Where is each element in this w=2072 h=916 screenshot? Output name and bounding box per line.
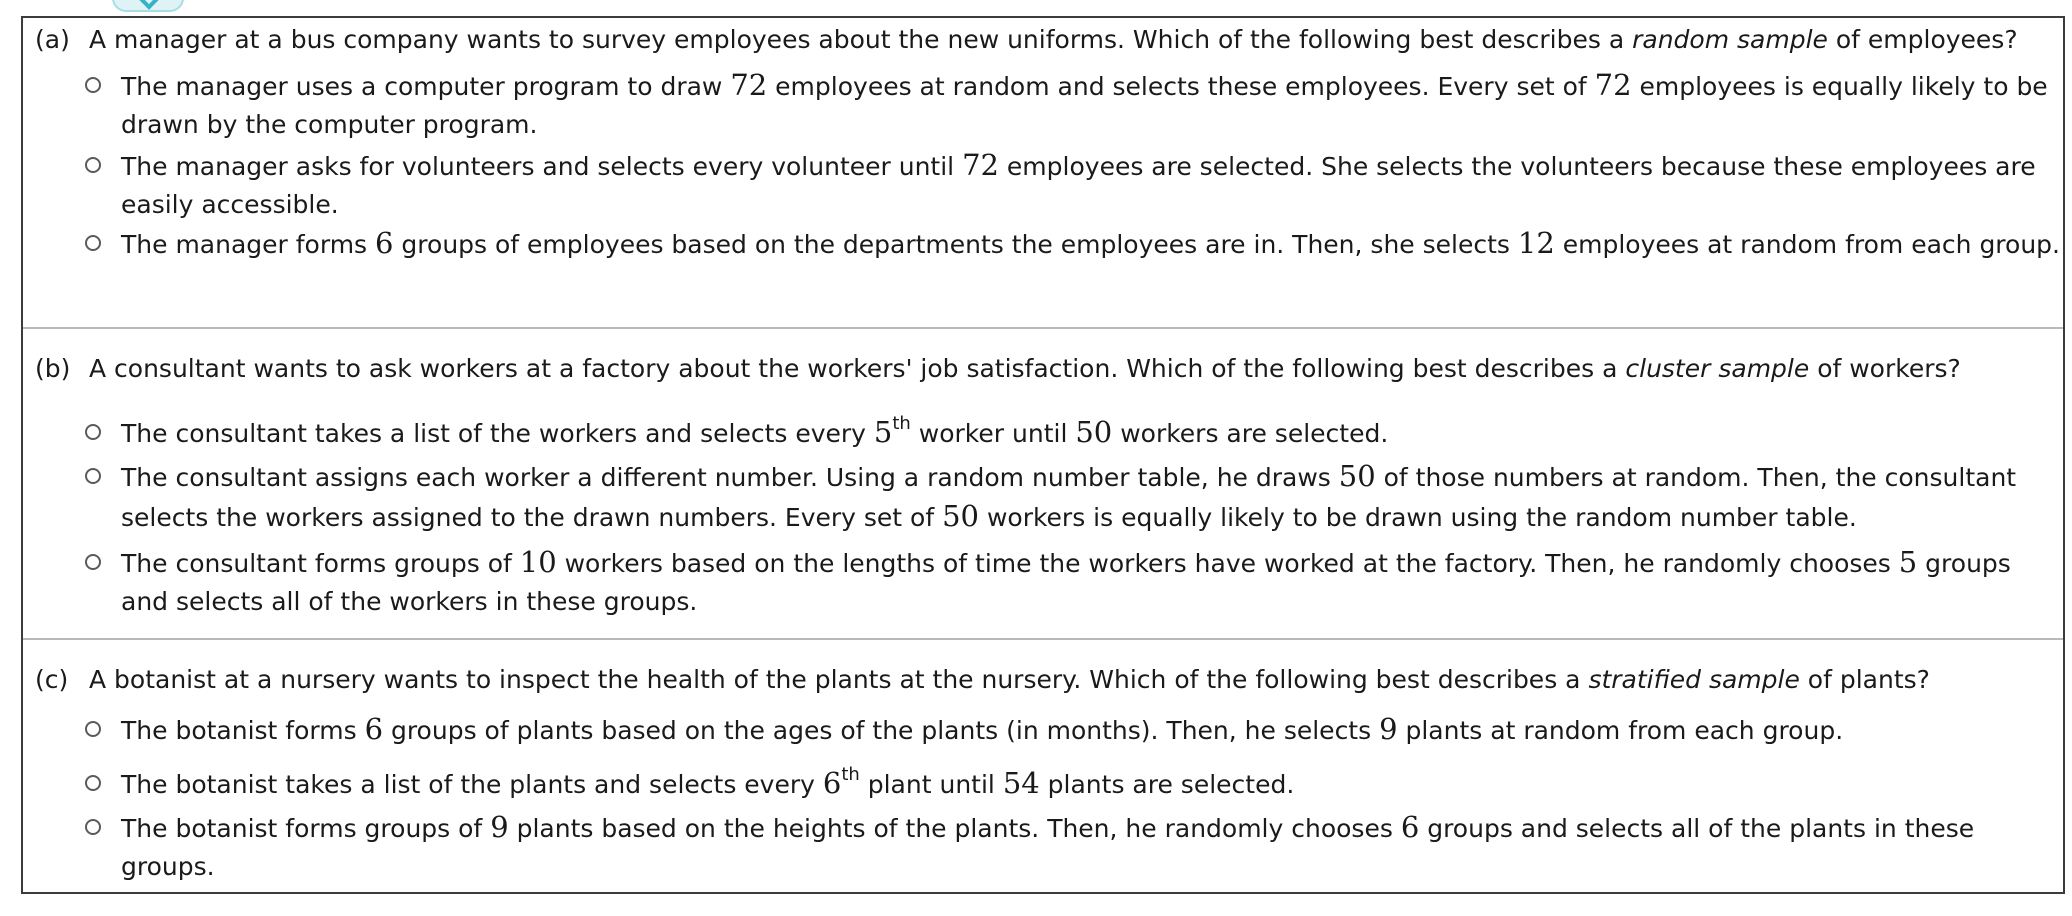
option-c2[interactable]	[85, 764, 2063, 804]
question-b-text-before: A consultant wants to ask workers at a factory about the workers' job satisfaction. Which of the following best describes a	[89, 354, 1626, 383]
option-a1-text: The manager uses a computer program to draw 72 employees at random and selects these employees. Every set of 72 employees is equally likely to be drawn by the computer program.	[121, 68, 2048, 139]
question-frame	[21, 16, 2065, 894]
question-c-text-before: A botanist at a nursery wants to inspect the health of the plants at the nursery. Which of the following best describes a	[89, 665, 1589, 694]
option-b1-text: The consultant takes a list of the workers and selects every 5th worker until 50 workers are selected.	[121, 412, 1389, 449]
radio-c2[interactable]	[85, 775, 101, 791]
option-a1[interactable]	[85, 66, 2063, 144]
option-a3-text: The manager forms 6 groups of employees based on the departments the employees are in. Then, she selects 12 employees at random from each group.	[121, 226, 2060, 260]
question-b-prompt	[35, 353, 1961, 385]
option-c1-text: The botanist forms 6 groups of plants based on the ages of the plants (in months). Then, he selects 9 plants at random from each group.	[121, 712, 1844, 746]
radio-b2[interactable]	[85, 468, 101, 484]
question-a	[23, 18, 2063, 329]
radio-c1[interactable]	[85, 721, 101, 737]
question-c-label: (c)	[35, 665, 69, 694]
question-c-prompt	[35, 664, 1930, 696]
option-b3-text: The consultant forms groups of 10 workers based on the lengths of time the workers have worked at the factory. Then, he randomly chooses 5 groups and selects all of the workers in these groups.	[121, 545, 2011, 616]
question-a-text-after: of employees?	[1827, 25, 2018, 54]
radio-b3[interactable]	[85, 554, 101, 570]
question-a-prompt	[35, 24, 2018, 56]
question-c-emphasis: stratified sample	[1588, 665, 1800, 694]
question-a-label: (a)	[35, 25, 70, 54]
option-b2-text: The consultant assigns each worker a different number. Using a random number table, he draws 50 of those numbers at random. Then, the consultant selects the workers assigned to the drawn numbers. Every set of 50 workers is equally likely to be drawn using the random number table.	[121, 459, 2017, 533]
option-a2[interactable]	[85, 146, 2063, 224]
question-a-text-before: A manager at a bus company wants to survey employees about the new uniforms. Which of the following best describes a	[89, 25, 1633, 54]
question-b	[23, 329, 2063, 640]
radio-a3[interactable]	[85, 235, 101, 251]
option-b1[interactable]	[85, 413, 2063, 453]
radio-b1[interactable]	[85, 424, 101, 440]
radio-a2[interactable]	[85, 157, 101, 173]
question-c-text-after: of plants?	[1799, 665, 1930, 694]
question-b-text-after: of workers?	[1809, 354, 1961, 383]
option-a2-text: The manager asks for volunteers and selects every volunteer until 72 employees are selected. She selects the volunteers because these employees are easily accessible.	[121, 148, 2036, 219]
question-c	[23, 640, 2063, 894]
chevron-down-icon	[136, 0, 161, 10]
option-b2[interactable]	[85, 457, 2063, 537]
option-c3-text: The botanist forms groups of 9 plants based on the heights of the plants. Then, he randomly chooses 6 groups and selects all of the plants in these groups.	[121, 810, 1975, 881]
option-b3[interactable]	[85, 543, 2063, 621]
question-b-emphasis: cluster sample	[1625, 354, 1810, 383]
collapse-tab[interactable]	[112, 0, 184, 12]
option-c1[interactable]	[85, 710, 2063, 750]
question-b-label: (b)	[35, 354, 71, 383]
option-a3[interactable]	[85, 224, 2063, 264]
radio-c3[interactable]	[85, 819, 101, 835]
option-c3[interactable]	[85, 808, 2063, 886]
question-a-emphasis: random sample	[1632, 25, 1828, 54]
option-c2-text: The botanist takes a list of the plants and selects every 6th plant until 54 plants are selected.	[121, 763, 1295, 800]
radio-a1[interactable]	[85, 77, 101, 93]
